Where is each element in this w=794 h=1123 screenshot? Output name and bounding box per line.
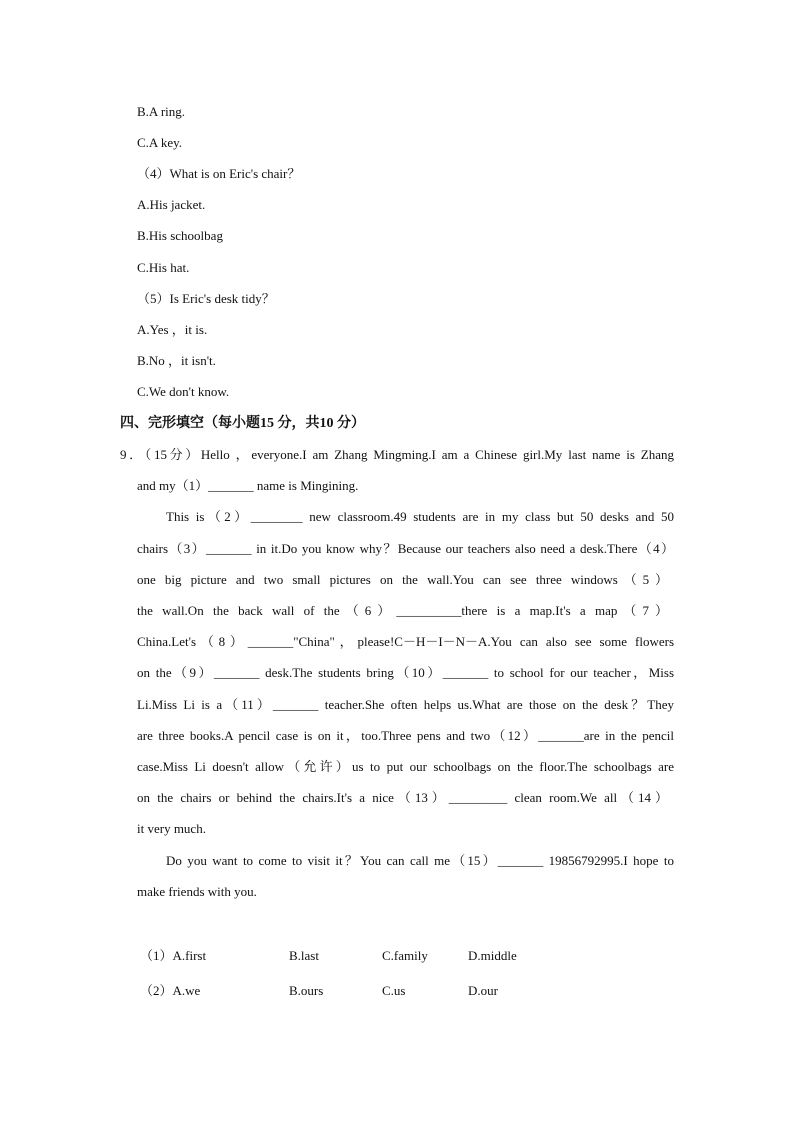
answer-line: C.We don't know. — [137, 384, 230, 399]
passage-line: Li.Miss Li is a（11）_______ teacher.She often helps us.What are those on the desk？They — [137, 697, 674, 712]
question-line: （5）Is Eric's desk tidy？ — [137, 291, 275, 306]
passage-line: chairs（3）_______ in it.Do you know why？Because our teachers also need a desk.There（4） — [137, 541, 674, 556]
answer-line: B.His schoolbag — [137, 228, 223, 243]
passage-line: make friends with you. — [137, 884, 257, 899]
passage-line: Do you want to come to visit it？You can call me（15）_______ 19856792995.I hope to — [166, 853, 674, 868]
option-a: （1）A.first — [140, 948, 207, 963]
option-b: B.ours — [289, 983, 324, 998]
option-b: B.last — [289, 948, 319, 963]
answer-line: C.His hat. — [137, 260, 190, 275]
answer-line: B.No ，it isn't. — [137, 353, 216, 368]
passage-line: and my（1）_______ name is Mingining. — [137, 478, 359, 493]
passage-line: China.Let's（8）_______"China"，please!C－H－I－N－A.You can also see some flowers — [137, 634, 674, 649]
answer-line: B.A ring. — [137, 104, 186, 119]
passage-line: case.Miss Li doesn't allow（允许）us to put our schoolbags on the floor.The schoolbags are — [137, 759, 674, 774]
answer-line: A.His jacket. — [137, 197, 206, 212]
option-c: C.family — [382, 948, 428, 963]
option-c: C.us — [382, 983, 406, 998]
answer-line: A.Yes ，it is. — [137, 322, 208, 337]
passage-line: the wall.On the back wall of the（6）__________there is a map.It's a map（7） — [137, 603, 668, 618]
question-line: （4）What is on Eric's chair？ — [137, 166, 301, 181]
passage-line: on the chairs or behind the chairs.It's a nice（13）_________ clean room.We all（14） — [137, 790, 668, 805]
passage-line: on the（9）_______ desk.The students bring（10）_______ to school for our teacher，Miss — [137, 665, 674, 680]
answer-line: C.A key. — [137, 135, 183, 150]
passage-line: it very much. — [137, 821, 206, 836]
passage-line: 9．（15分）Hello ，everyone.I am Zhang Mingming.I am a Chinese girl.My last name is Zhang — [120, 447, 674, 462]
passage-line: one big picture and two small pictures on the wall.You can see three windows（5） — [137, 572, 668, 587]
passage-line: are three books.A pencil case is on it，too.Three pens and two（12）_______are in the pencil — [137, 728, 674, 743]
passage-line: This is（2）________ new classroom.49 students are in my class but 50 desks and 50 — [166, 509, 674, 524]
option-d: D.middle — [468, 948, 517, 963]
section-heading: 四、完形填空（每小题15 分，共10 分） — [120, 416, 365, 431]
option-a: （2）A.we — [140, 983, 201, 998]
option-d: D.our — [468, 983, 498, 998]
